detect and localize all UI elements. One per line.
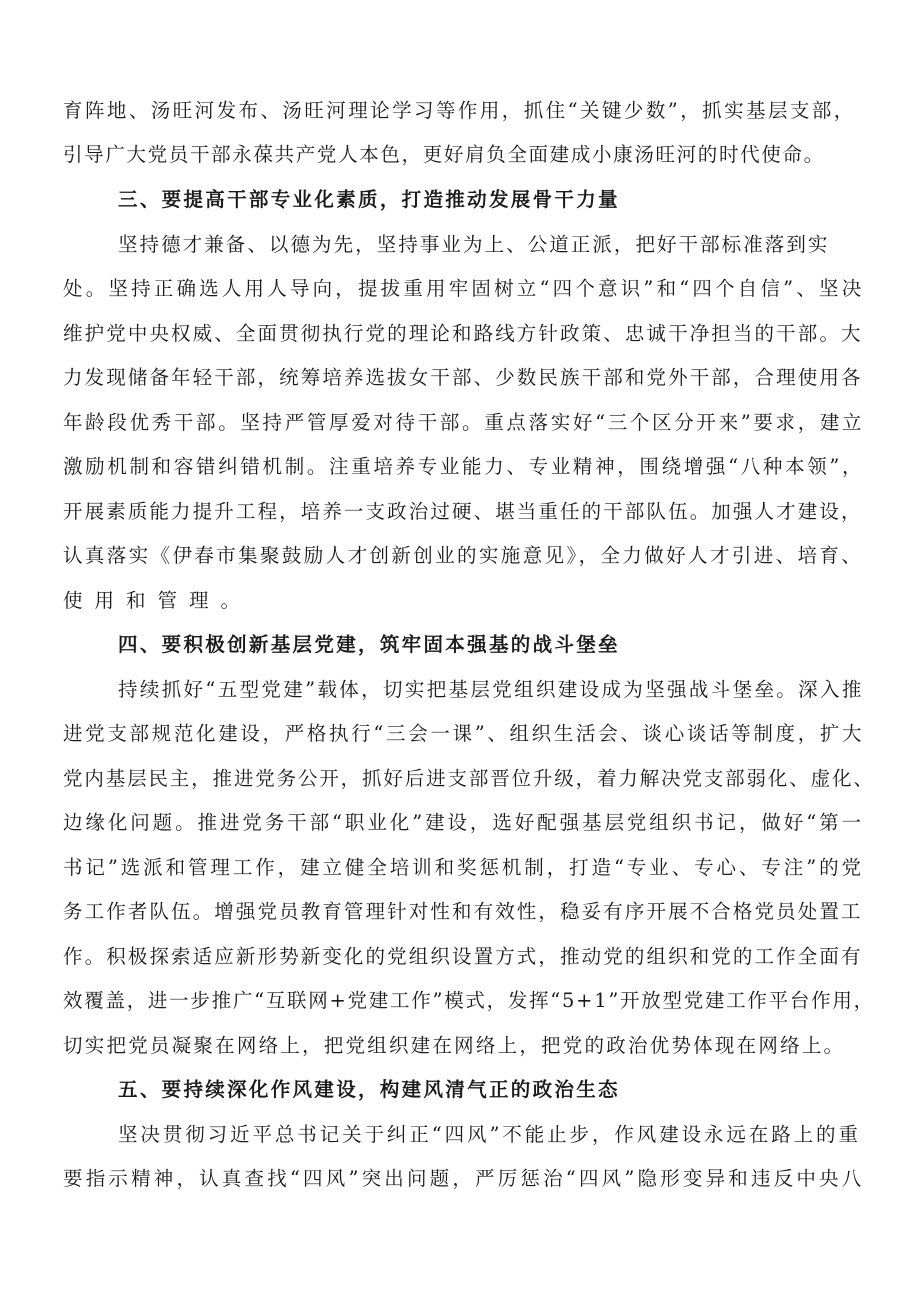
- body-line: 开展素质能力提升工程，培养一支政治过硬、堪当重任的干部队伍。加强人才建设，: [63, 500, 863, 523]
- body-line: 持续抓好“五型党建”载体，切实把基层党组织建设成为坚强战斗堡垒。深入推: [118, 678, 864, 701]
- body-line: 要指示精神，认真查找“四风”突出问题，严厉惩治“四风”隐形变异和违反中央八: [63, 1167, 865, 1190]
- body-line: 认真落实《伊春市集聚鼓励人才创新创业的实施意见》，全力做好人才引进、培育、: [63, 544, 864, 567]
- body-line: 效覆盖，进一步推广“互联网+党建工作”模式，发挥“5+1”开放型党建工作平台作用，: [63, 989, 875, 1012]
- body-line: 维护党中央权威、全面贯彻执行党的理论和路线方针政策、忠诚干净担当的干部。大: [63, 322, 863, 345]
- body-line: 使用和管理。: [63, 589, 253, 612]
- body-line: 务工作者队伍。增强党员教育管理针对性和有效性，稳妥有序开展不合格党员处置工: [63, 900, 863, 923]
- body-line: 党内基层民主，推进党务公开，抓好后进支部晋位升级，着力解决党支部弱化、虚化、: [63, 767, 875, 790]
- body-line: 引导广大党员干部永葆共产党人本色，更好肩负全面建成小康汤旺河的时代使命。: [63, 143, 825, 166]
- body-line: 切实把党员凝聚在网络上，把党组织建在网络上，把党的政治优势体现在网络上。: [63, 1034, 846, 1057]
- body-line: 力发现储备年轻干部，统筹培养选拔女干部、少数民族干部和党外干部，合理使用各: [63, 366, 863, 389]
- body-line: 年龄段优秀干部。坚持严管厚爱对待干部。重点落实好“三个区分开来”要求，建立: [63, 411, 865, 434]
- body-line: 处。坚持正确选人用人导向，提拔重用牢固树立“四个意识”和“四个自信”、坚决: [63, 277, 865, 300]
- body-line: 边缘化问题。推进党务干部“职业化”建设，选好配强基层党组织书记，做好“第一: [63, 811, 864, 834]
- body-line: 进党支部规范化建设，严格执行“三会一课”、组织生活会、谈心谈话等制度，扩大: [63, 722, 865, 745]
- body-line: 激励机制和容错纠错机制。注重培养专业能力、专业精神，围绕增强“八种本领”，: [63, 455, 865, 478]
- body-line: 坚持德才兼备、以德为先，坚持事业为上、公道正派，把好干部标准落到实: [118, 233, 830, 256]
- body-line: 坚决贯彻习近平总书记关于纠正“四风”不能止步，作风建设永远在路上的重: [118, 1123, 861, 1146]
- body-line: 作。积极探索适应新形势新变化的党组织设置方式，推动党的组织和党的工作全面有: [63, 945, 863, 968]
- section-heading-5: 五、要持续深化作风建设，构建风清气正的政治生态: [118, 1078, 620, 1101]
- body-line: 育阵地、汤旺河发布、汤旺河理论学习等作用，抓住“关键少数”，抓实基层支部，: [63, 99, 856, 122]
- section-heading-4: 四、要积极创新基层党建，筑牢固本强基的战斗堡垒: [118, 633, 620, 656]
- section-heading-3: 三、要提高干部专业化素质，打造推动发展骨干力量: [118, 188, 620, 211]
- body-line: 书记”选派和管理工作，建立健全培训和奖惩机制，打造“专业、专心、专注”的党: [63, 856, 864, 879]
